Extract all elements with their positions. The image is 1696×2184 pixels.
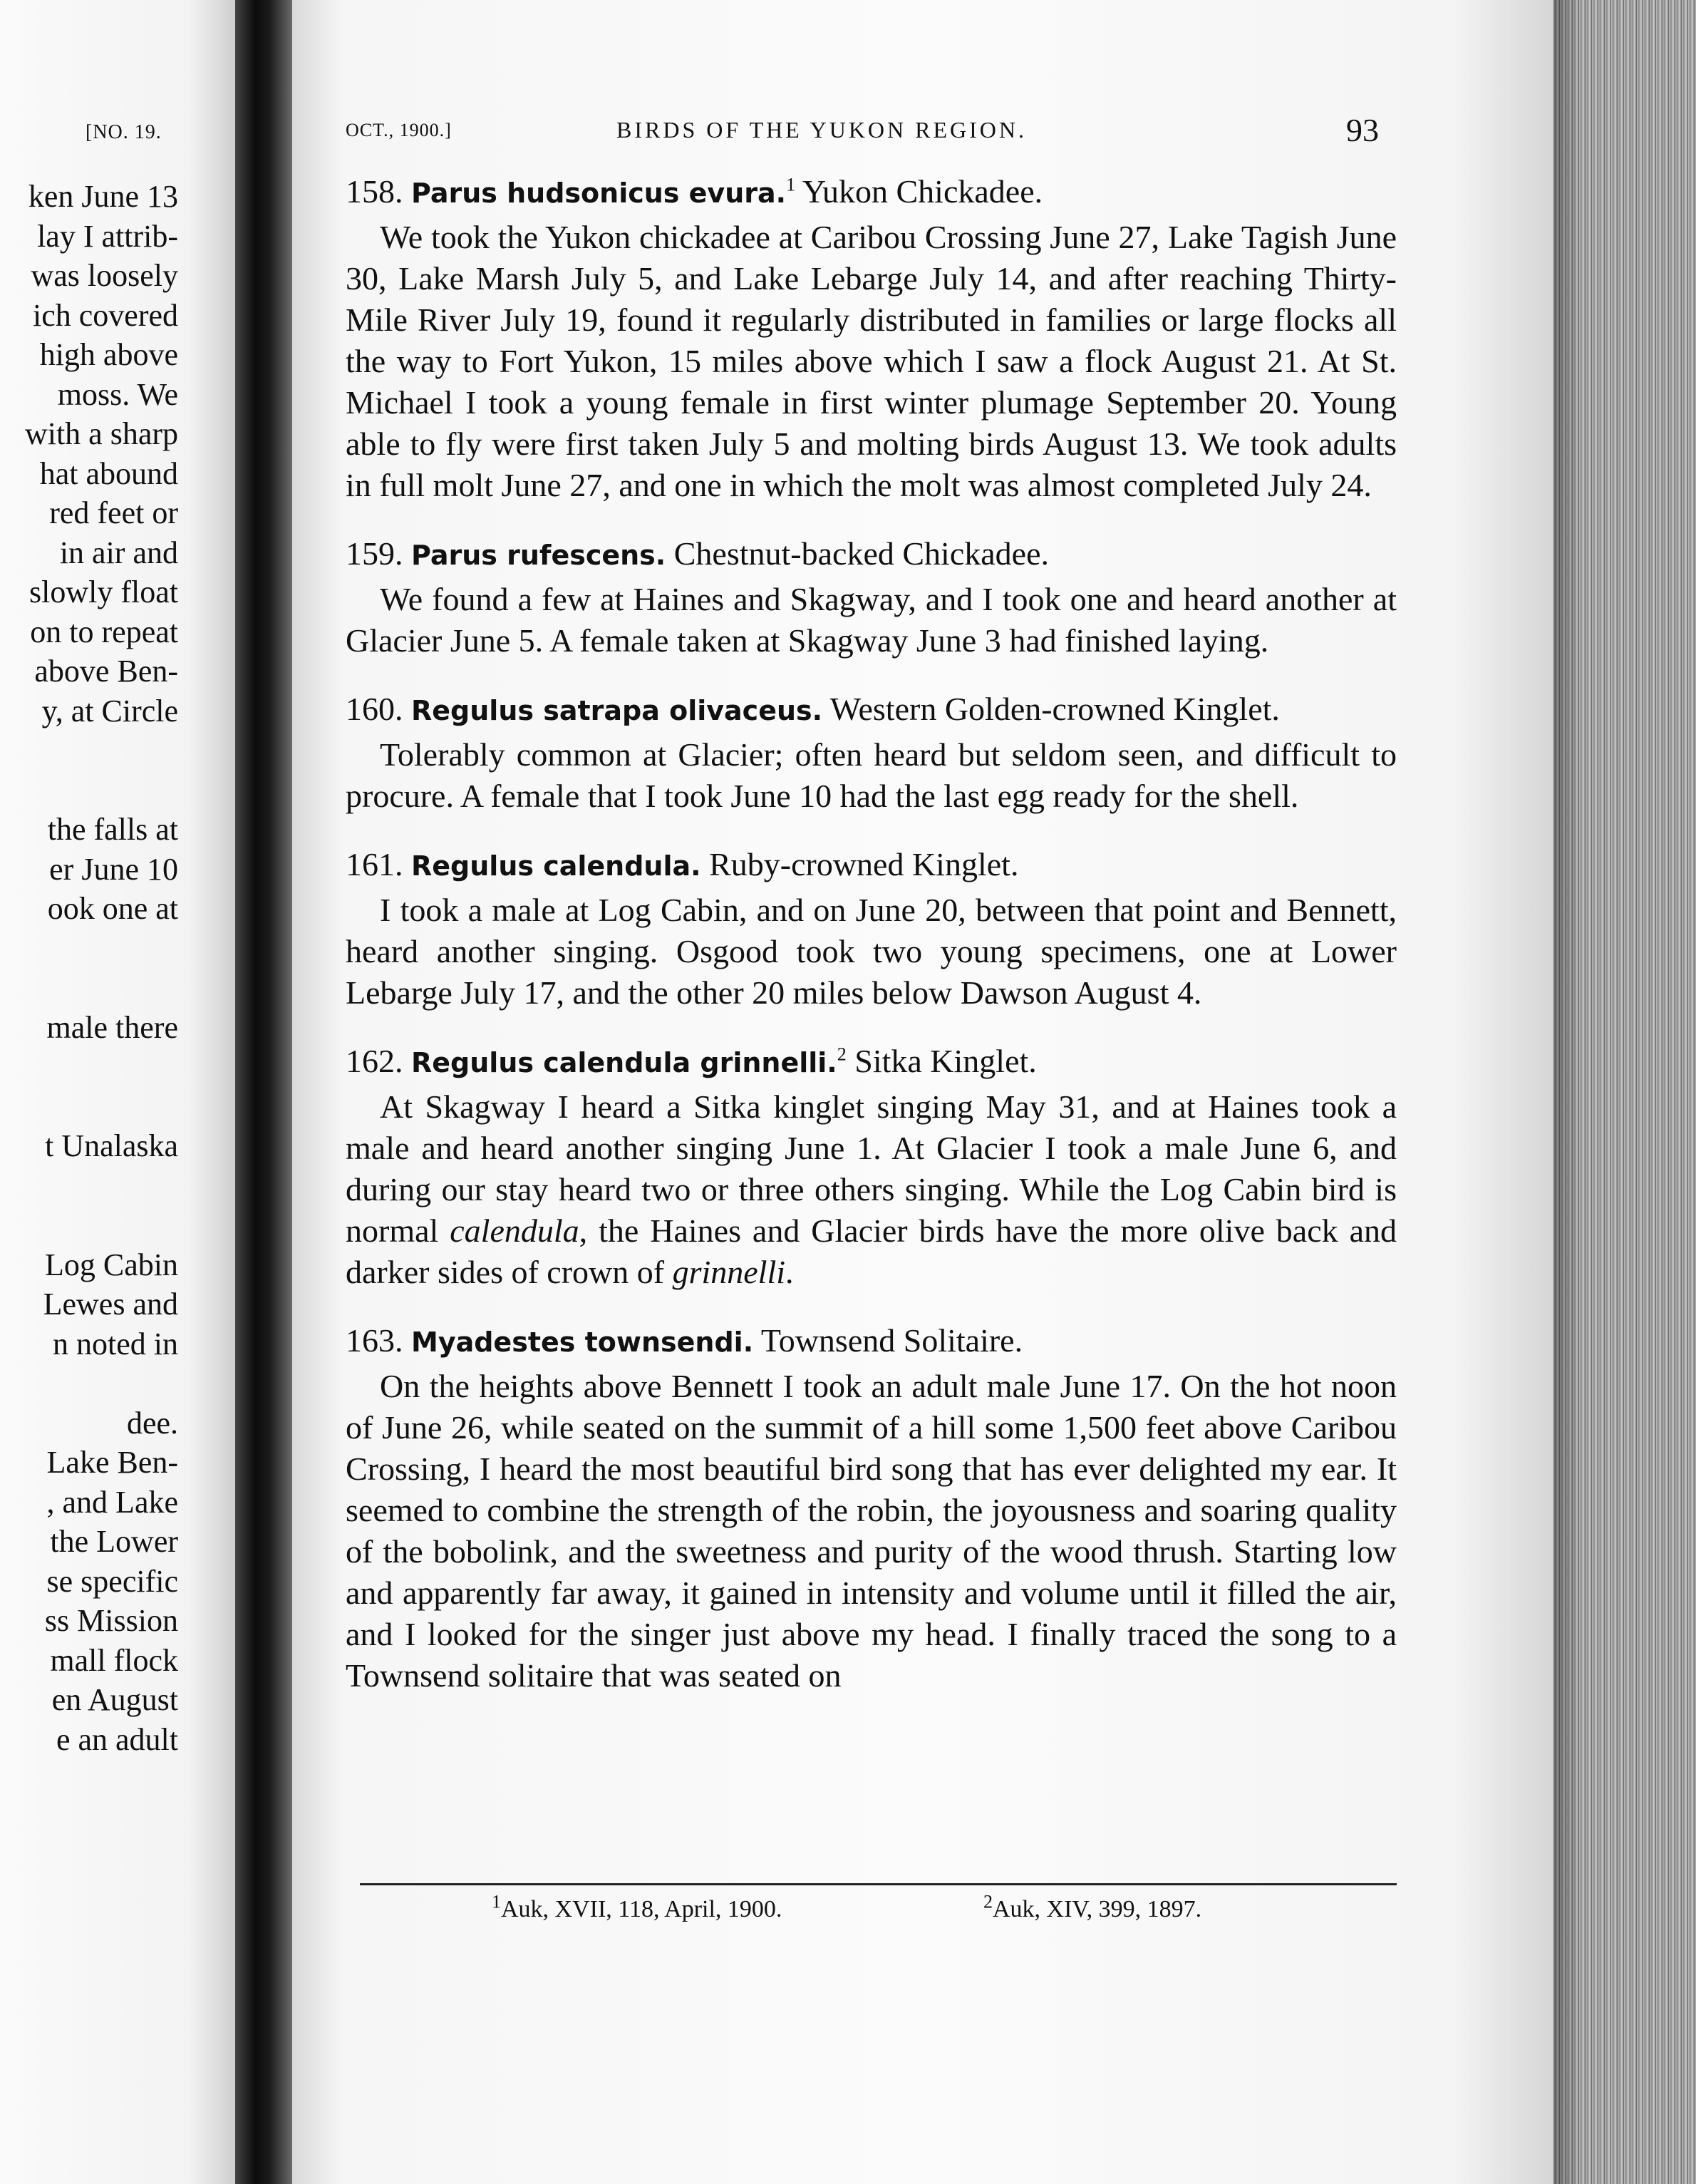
species-entry-159 — [346, 533, 1397, 661]
left-page-line: Lake Ben- — [46, 1445, 178, 1480]
footnote-text: Auk, XVII, 118, April, 1900. — [501, 1896, 782, 1922]
common-name: Sitka Kinglet. — [854, 1043, 1037, 1079]
entry-number: 162. — [346, 1043, 403, 1079]
common-name: Ruby-crowned Kinglet. — [709, 846, 1019, 882]
scientific-name: Parus rufescens. — [411, 540, 666, 571]
entry-number: 158. — [346, 173, 403, 210]
left-page-line: er June 10 — [49, 851, 178, 887]
italic-name: calendula — [450, 1212, 579, 1249]
left-page-line: se specific — [46, 1563, 178, 1599]
entry-text: I took a male at Log Cabin, and on June 20, between that point and Bennett, heard another singing. Osgood took two young specimens, one at Lower Lebarge July 17, and the other 20 miles below Dawson August 4. — [346, 892, 1397, 1011]
entry-number: 163. — [346, 1322, 403, 1359]
footnote-mark: 2 — [837, 1044, 847, 1065]
left-page-line: lay I attrib- — [37, 218, 178, 254]
left-page-line: slowly float — [29, 575, 178, 609]
species-entry-161 — [346, 844, 1397, 1014]
footnote-1 — [492, 1891, 782, 1923]
entry-heading — [346, 689, 1397, 731]
left-page-line: red feet or — [49, 495, 178, 530]
scientific-name: Parus hudsonicus evura. — [411, 177, 787, 209]
footnote-mark: 2 — [983, 1891, 993, 1912]
species-entry-162 — [346, 1041, 1397, 1293]
entry-number: 161. — [346, 846, 403, 882]
scientific-name: Myadestes townsendi. — [411, 1327, 754, 1358]
left-page-line: ken June 13 — [28, 179, 178, 214]
entry-heading — [346, 533, 1397, 576]
common-name: Yukon Chickadee. — [802, 173, 1043, 210]
book-gutter — [235, 0, 292, 2184]
entry-text: On the heights above Bennett I took an adult male June 17. On the hot noon of June 26, while seated on the summit of a hill some 1,500 feet above Caribou Crossing, I heard the most beautiful bird song that has ever delighted my ear. It seemed to combine the strength of the robin, the joyousness and soaring quality of the bobolink, and the sweetness and purity of the wood thrush. Starting low and apparently far away, it gained in intensity and volume until it filled the air, and I looked for the singer just above my head. I finally traced the song to a Townsend solitaire that was seated on — [346, 1368, 1397, 1694]
entry-text: Tolerably common at Glacier; often heard but seldom seen, and difficult to procure. A female that I took June 10 had the last egg ready for the shell. — [346, 736, 1397, 814]
scientific-name: Regulus calendula. — [411, 850, 701, 882]
left-page-line: above Ben- — [34, 654, 178, 689]
footnote-mark: 1 — [786, 174, 796, 195]
footnote-mark: 1 — [492, 1891, 501, 1912]
left-page-line: n noted in — [53, 1326, 178, 1361]
header-date: OCT., 1900.] — [346, 120, 452, 140]
left-page-line: on to repeat — [30, 614, 178, 649]
left-page-line: hat abound — [39, 455, 178, 491]
left-page-line: dee. — [126, 1405, 178, 1441]
species-entry-163 — [346, 1320, 1397, 1696]
left-page-line: e an adult — [56, 1721, 178, 1757]
entry-text: We found a few at Haines and Skagway, and I took one and heard another at Glacier June 5. A female taken at Skagway June 3 had finished laying. — [346, 581, 1397, 659]
page-number: 93 — [1346, 112, 1379, 148]
entry-number: 160. — [346, 691, 403, 727]
left-page-line: Log Cabin — [45, 1247, 178, 1282]
entry-number: 159. — [346, 535, 403, 572]
left-page-line: ss Mission — [44, 1603, 178, 1638]
scientific-name: Regulus satrapa olivaceus. — [411, 695, 823, 726]
left-page-line: the Lower — [50, 1524, 178, 1559]
entry-text: We took the Yukon chickadee at Caribou Crossing June 27, Lake Tagish June 30, Lake Marsh July 5, and Lake Lebarge July 14, and after reaching Thirty-Mile River July 19, found it regularly distributed in families or large flocks all the way to Fort Yukon, 15 miles above which I saw a flock August 21. At St. Michael I took a young female in first winter plumage September 20. Young able to fly were first taken July 5 and molting birds August 13. We took adults in full molt June 27, and one in which the molt was almost completed July 24. — [346, 219, 1397, 503]
left-page-line: ich covered — [33, 297, 178, 333]
left-page-line: , and Lake — [46, 1484, 178, 1520]
scientific-name: Regulus calendula grinnelli. — [411, 1047, 837, 1078]
left-page-line: t Unalaska — [45, 1128, 178, 1163]
left-page-line: male there — [46, 1009, 178, 1045]
entry-heading — [346, 1320, 1397, 1363]
left-page-line: was loosely — [31, 258, 178, 293]
species-entry-158 — [346, 171, 1397, 506]
left-facing-page — [0, 0, 235, 2184]
common-name: Townsend Solitaire. — [760, 1322, 1023, 1359]
left-page-line: in air and — [59, 535, 178, 570]
running-header — [346, 114, 1379, 150]
left-page-line: the falls at — [47, 812, 178, 847]
entry-heading — [346, 844, 1397, 887]
common-name: Chestnut-backed Chickadee. — [673, 535, 1049, 572]
left-page-line: with a sharp — [24, 416, 178, 451]
left-page-line: Lewes and — [43, 1287, 178, 1322]
page-body — [346, 171, 1397, 1724]
footnote-divider — [360, 1883, 1397, 1885]
left-page-line: en August — [51, 1682, 178, 1717]
entry-heading — [346, 1041, 1397, 1083]
footnote-2 — [983, 1891, 1202, 1923]
left-page-line: mall flock — [50, 1642, 178, 1678]
left-page-line: y, at Circle — [41, 693, 178, 728]
entry-heading — [346, 171, 1397, 214]
italic-name: grinnelli — [672, 1254, 786, 1290]
species-entry-160 — [346, 689, 1397, 817]
left-page-line: moss. We — [57, 376, 178, 412]
left-page-line: high above — [39, 337, 178, 372]
footnote-text: Auk, XIV, 399, 1897. — [993, 1896, 1202, 1922]
page-edges — [1553, 0, 1696, 2184]
left-page-line: ook one at — [47, 891, 178, 926]
header-title: BIRDS OF THE YUKON REGION. — [616, 117, 1028, 143]
left-page-header: [NO. 19. — [86, 121, 162, 143]
common-name: Western Golden-crowned Kinglet. — [829, 691, 1280, 727]
entry-text: At Skagway I heard a Sitka kinglet singing May 31, and at Haines took a male and heard another singing June 1. At Glacier I took a male June 6, and during our stay heard two or three others singing. While the Log Cabin bird is normal calendula, the Haines and Glacier birds have the more olive back and darker sides of crown of grinnelli. — [346, 1088, 1397, 1290]
